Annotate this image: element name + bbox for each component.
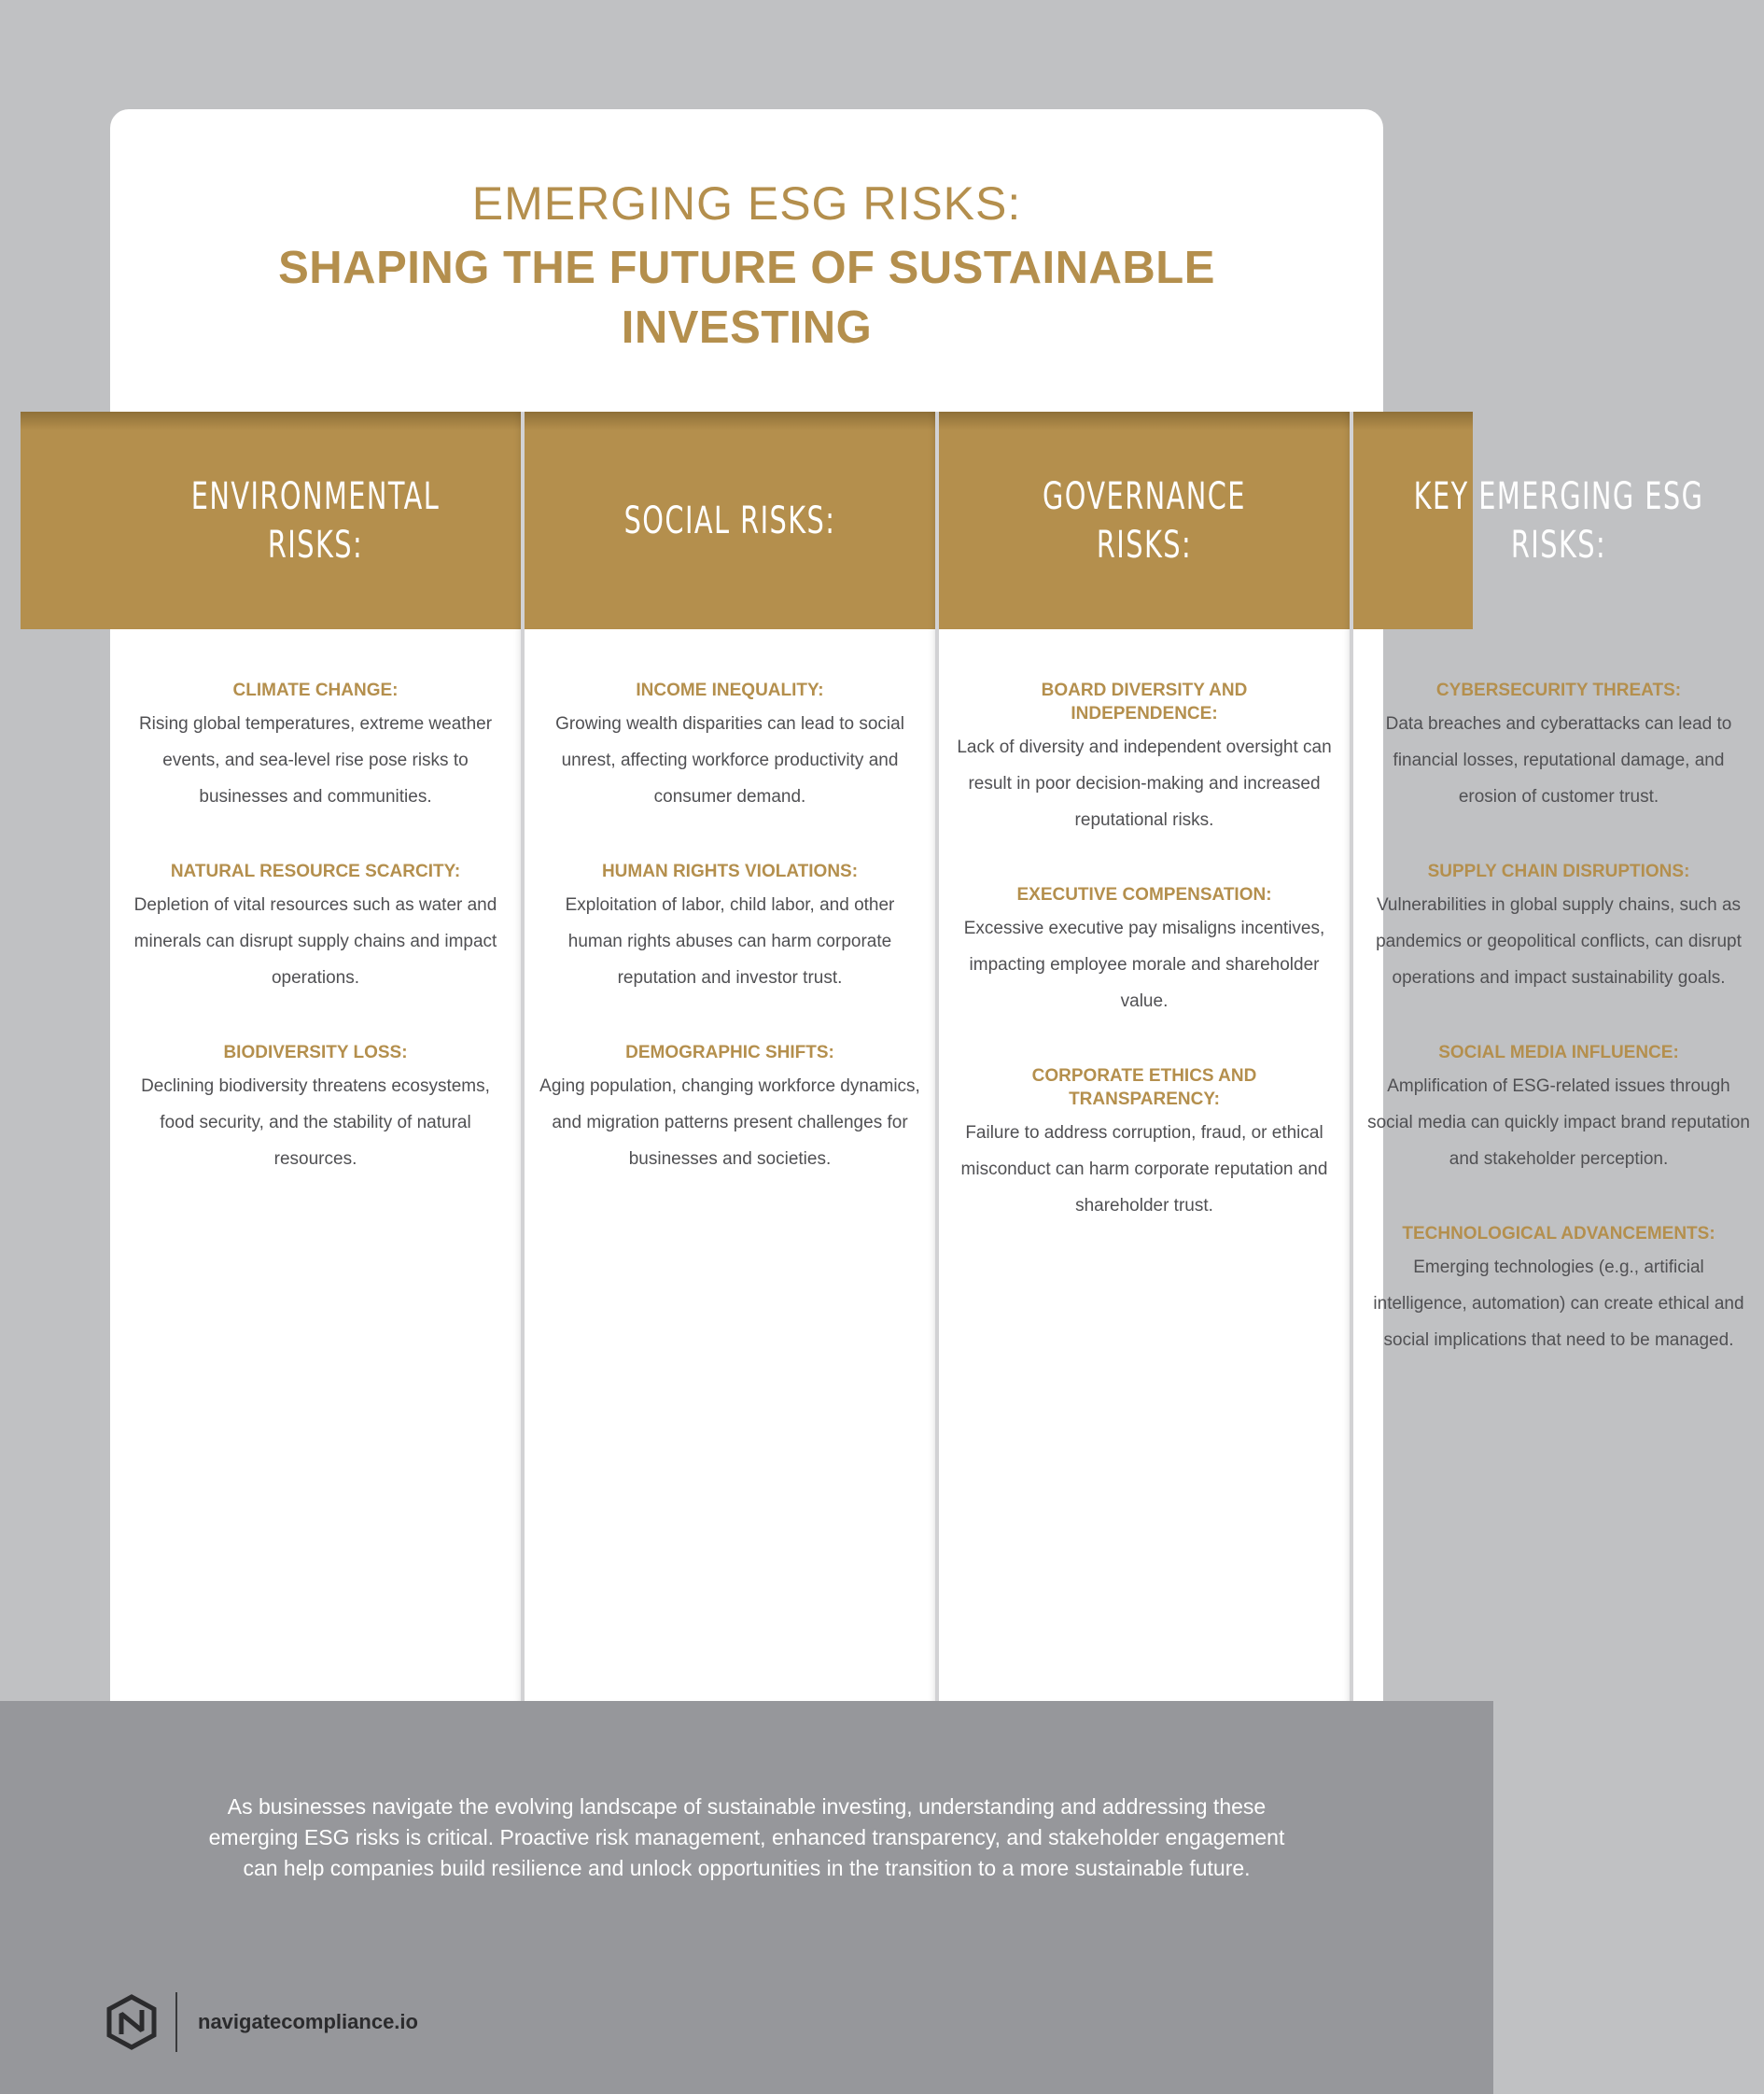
risk-title: BOARD DIVERSITY AND INDEPENDENCE: bbox=[1041, 681, 1248, 724]
risk-item bbox=[952, 1064, 1337, 1224]
risk-description: Emerging technologies (e.g., artificial intelligence, automation) can create ethical and social implications that need to be managed. bbox=[1373, 1258, 1744, 1350]
risk-title: SOCIAL MEDIA INFLUENCE: bbox=[1438, 1043, 1679, 1062]
summary-panel bbox=[110, 1701, 1383, 1984]
risk-item bbox=[538, 1041, 922, 1177]
column-social bbox=[525, 412, 939, 1701]
risk-description: Aging population, changing workforce dynamics, and migration patterns present challenges for businesses and societies. bbox=[539, 1076, 920, 1169]
title-line1: EMERGING ESG RISKS: bbox=[471, 177, 1022, 230]
risk-description: Depletion of vital resources such as water and minerals can disrupt supply chains and impact operations. bbox=[133, 895, 497, 988]
column-governance bbox=[939, 412, 1353, 1701]
column-environmental bbox=[110, 412, 525, 1701]
summary-text: As businesses navigate the evolving landscape of sustainable investing, understanding and addressing these emerging ESG risks is critical. Proactive risk management, enhanced transparency, and stakeholder engagement can help companies build resilience and unlock opportunities in the transition to a more sustainable future. bbox=[208, 1794, 1285, 1880]
risk-title: DEMOGRAPHIC SHIFTS: bbox=[625, 1043, 834, 1062]
risk-item bbox=[123, 860, 508, 996]
risk-title: TECHNOLOGICAL ADVANCEMENTS: bbox=[1402, 1224, 1715, 1244]
risk-item bbox=[952, 679, 1337, 838]
risk-description: Failure to address corruption, fraud, or ethical misconduct can harm corporate reputation and shareholder trust. bbox=[960, 1123, 1328, 1216]
risk-description: Amplification of ESG-related issues through social media can quickly impact brand reputation and stakeholder perception. bbox=[1367, 1076, 1750, 1169]
risk-title: BIODIVERSITY LOSS: bbox=[223, 1043, 408, 1062]
title-area bbox=[110, 109, 1383, 413]
risk-title: SUPPLY CHAIN DISRUPTIONS: bbox=[1427, 862, 1690, 881]
risk-description: Rising global temperatures, extreme weather events, and sea-level rise pose risks to businesses and communities. bbox=[138, 714, 493, 807]
risk-item bbox=[952, 883, 1337, 1019]
website-link[interactable]: navigatecompliance.io bbox=[198, 2010, 418, 2033]
risk-description: Lack of diversity and independent oversight can result in poor decision-making and increased reputational risks. bbox=[957, 738, 1332, 830]
title-line2: SHAPING THE FUTURE OF SUSTAINABLE INVESTING bbox=[278, 243, 1215, 353]
column-heading: KEY EMERGING ESG RISKS: bbox=[1413, 474, 1704, 567]
risk-title: HUMAN RIGHTS VIOLATIONS: bbox=[601, 862, 859, 881]
navigate-logo-icon bbox=[106, 1995, 157, 2049]
risk-item bbox=[1366, 679, 1751, 815]
risk-item bbox=[123, 1041, 508, 1177]
column-heading: ENVIRONMENTAL RISKS: bbox=[190, 474, 441, 567]
risk-title: CORPORATE ETHICS AND TRANSPARENCY: bbox=[1031, 1066, 1257, 1109]
risk-title: NATURAL RESOURCE SCARCITY: bbox=[170, 862, 461, 881]
risk-description: Vulnerabilities in global supply chains, such as pandemics or geopolitical conflicts, can disrupt operations and impact sustainability goals. bbox=[1376, 895, 1742, 988]
risk-item bbox=[538, 679, 922, 815]
brand-footer bbox=[106, 1992, 418, 2052]
risk-description: Data breaches and cyberattacks can lead to financial losses, reputational damage, and erosion of customer trust. bbox=[1385, 714, 1732, 807]
risk-description: Growing wealth disparities can lead to social unrest, affecting workforce productivity and consumer demand. bbox=[555, 714, 904, 807]
risk-title: INCOME INEQUALITY: bbox=[636, 681, 824, 700]
risk-item bbox=[123, 679, 508, 815]
risk-description: Declining biodiversity threatens ecosystems, food security, and the stability of natural resources. bbox=[141, 1076, 490, 1169]
risk-item bbox=[538, 860, 922, 996]
risk-title: CYBERSECURITY THREATS: bbox=[1435, 681, 1682, 700]
risk-title: CLIMATE CHANGE: bbox=[232, 681, 399, 700]
risk-columns bbox=[110, 412, 1750, 1701]
column-heading: SOCIAL RISKS: bbox=[623, 499, 836, 542]
column-key-emerging bbox=[1353, 412, 1764, 1701]
risk-description: Exploitation of labor, child labor, and other human rights abuses can harm corporate reputation and investor trust. bbox=[565, 895, 895, 988]
column-heading: GOVERNANCE RISKS: bbox=[1043, 474, 1246, 567]
risk-item bbox=[1366, 860, 1751, 996]
risk-title: EXECUTIVE COMPENSATION: bbox=[1016, 885, 1272, 905]
brand-divider bbox=[175, 1992, 177, 2052]
risk-description: Excessive executive pay misaligns incentives, impacting employee morale and shareholder value. bbox=[963, 919, 1325, 1011]
risk-item bbox=[1366, 1041, 1751, 1177]
risk-item bbox=[1366, 1222, 1751, 1358]
